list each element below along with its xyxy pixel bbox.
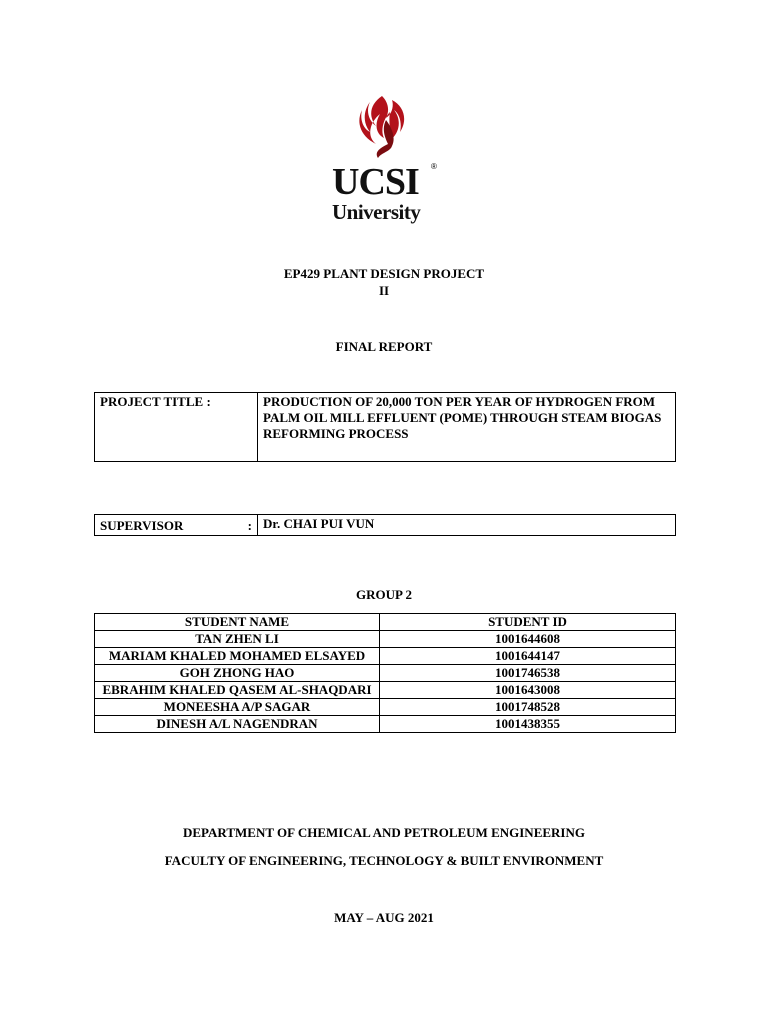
student-name: TAN ZHEN LI [95, 631, 380, 648]
report-type: FINAL REPORT [335, 339, 433, 354]
faculty-name: FACULTY OF ENGINEERING, TECHNOLOGY & BUILT ENVIRONMENT [164, 853, 604, 868]
project-title-label: PROJECT TITLE : [95, 393, 258, 462]
student-name: MARIAM KHALED MOHAMED ELSAYED [95, 648, 380, 665]
student-name: MONEESHA A/P SAGAR [95, 699, 380, 716]
student-id: 1001438355 [380, 716, 676, 733]
student-id: 1001644147 [380, 648, 676, 665]
supervisor-label-cell [95, 515, 258, 536]
table-row [95, 699, 676, 716]
student-id: 1001748528 [380, 699, 676, 716]
table-row [95, 631, 676, 648]
table-row [95, 648, 676, 665]
students-table [94, 613, 676, 733]
student-name: EBRAHIM KHALED QASEM AL-SHAQDARI [95, 682, 380, 699]
supervisor-colon: : [247, 518, 252, 533]
course-title-line2: II [378, 283, 390, 298]
table-row [95, 515, 676, 536]
table-header-row [95, 614, 676, 631]
student-id: 1001746538 [380, 665, 676, 682]
logo-university-text: University [332, 200, 421, 224]
course-title-line1: EP429 PLANT DESIGN PROJECT [283, 266, 485, 281]
logo-ucsi-text: UCSI [332, 161, 419, 203]
student-name: DINESH A/L NAGENDRAN [95, 716, 380, 733]
project-title-value: PRODUCTION OF 20,000 TON PER YEAR OF HYDROGEN FROM PALM OIL MILL EFFLUENT (POME) THROUGH STEAM BIOGAS REFORMING PROCESS [258, 393, 676, 462]
supervisor-label: SUPERVISOR [100, 518, 184, 533]
flame-icon [330, 90, 440, 162]
student-id: 1001643008 [380, 682, 676, 699]
ucsi-logo [330, 90, 440, 230]
table-row [95, 682, 676, 699]
semester-period: MAY – AUG 2021 [334, 910, 434, 925]
project-title-table [94, 392, 676, 462]
student-name: GOH ZHONG HAO [95, 665, 380, 682]
department-name: DEPARTMENT OF CHEMICAL AND PETROLEUM ENGINEERING [183, 825, 585, 840]
table-row [95, 393, 676, 462]
header-student-name: STUDENT NAME [95, 614, 380, 631]
student-id: 1001644608 [380, 631, 676, 648]
table-row [95, 716, 676, 733]
supervisor-name: Dr. CHAI PUI VUN [258, 515, 676, 536]
table-row [95, 665, 676, 682]
registered-mark: ® [431, 162, 437, 171]
supervisor-table [94, 514, 676, 536]
header-student-id: STUDENT ID [380, 614, 676, 631]
group-title: GROUP 2 [356, 587, 412, 602]
